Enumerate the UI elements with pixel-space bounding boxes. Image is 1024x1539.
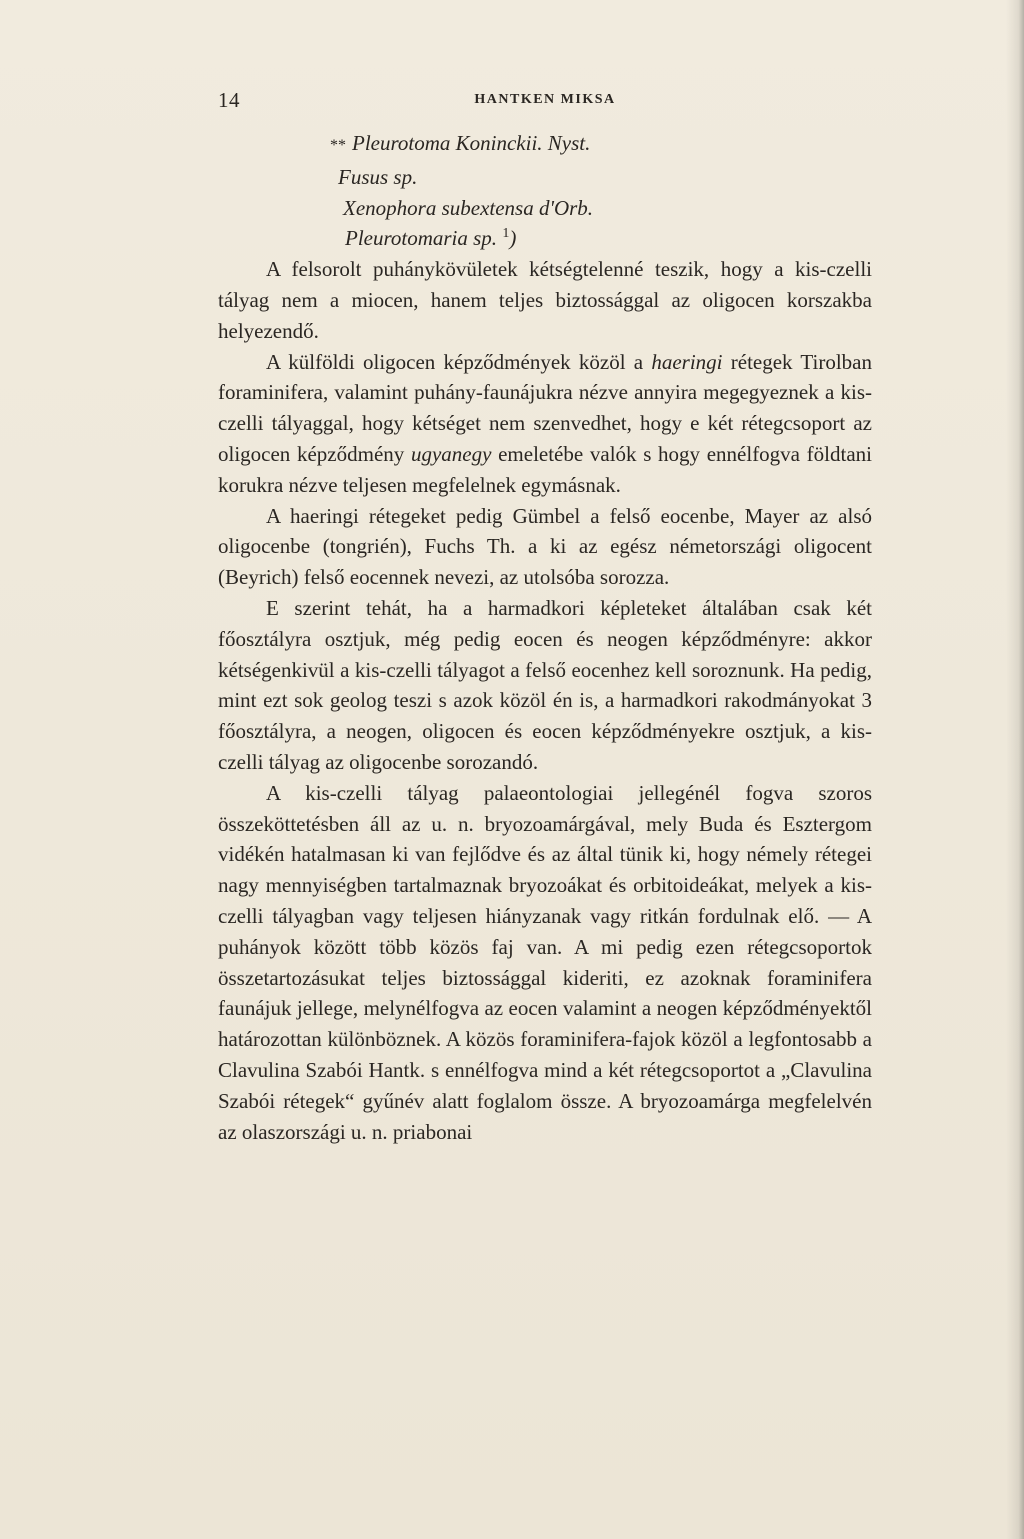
species-line [218,162,872,193]
paragraph-text: emeletébe valók s hogy ennélfogva földtani korukra nézve teljesen megfelelnek egymásnak. [218,441,872,497]
species-line [218,128,872,162]
paragraph: A kis-czelli tályag palaeontologiai jellegénél fogva szoros összeköttetésben áll az u. n. bryozoamárgával, mely Buda és Esztergom vidékén hatalmasan ki van fejlődve és az által tünik ki, hogy némely rétegei nagy mennyiségben tartalmaznak bryozoákat és orbitoideákat, melyek a kis-czelli tályagban vagy teljesen hiányzanak vagy ritkán fordulnak elő. — A puhányok között több közös faj van. A mi pedig ezen rétegcsoportok összetartozásukat teljes biztossággal kideriti, ez azoknak foraminifera faunájuk jellege, melynélfogva az eocen valamint a neogen képződményektől határozottan különböznek. A közös foraminifera-fajok közöl a legfontosabb a Clavulina Szabói Hantk. s ennélfogva mind a két rétegcsoportot a „Clavulina Szabói rétegek“ gyűnév alatt foglalom össze. A bryozoamárga megfelelvén az olaszországi u. n. priabonai [218,780,872,1144]
paragraph [218,347,872,501]
paragraph-emphasis: ugyanegy [410,441,492,466]
running-head: HANTKEN MIKSA [474,92,616,107]
paragraph: A felsorolt puhánykövületek kétségtelenné teszik, hogy a kis-czelli tályag nem a miocen, hanem teljes biztossággal az oligocen korszakba helyezendő. [218,257,872,343]
species-name: Xenophora subextensa d'Orb. [343,195,594,220]
paragraph: A haeringi rétegeket pedig Gümbel a felső eocenbe, Mayer az alsó oligocenbe (tongrién), Fuchs Th. a ki az egész németországi oligocent (Beyrich) felső eocennek nevezi, az utolsóba sorozza. [218,503,872,590]
page-edge-shadow [1006,0,1024,1539]
species-marker: ** [330,137,346,154]
footnote-marker: 1 [502,226,510,242]
species-line [218,193,872,224]
page-number: 14 [218,88,240,112]
paragraph-text: rétegek Tirolban foraminifera, valamint puhány-faunájukra nézve annyira megegyeznek a kis-czelli tályaggal, hogy kétséget nem szenvedhet, hogy e két rétegcsoport az oligocen képződmény [218,349,872,466]
page-body [218,128,872,1147]
species-line [218,223,872,254]
species-name: Pleurotomaria sp. [345,226,498,251]
species-name: Pleurotoma Koninckii. Nyst. [352,131,591,155]
paragraph: E szerint tehát, ha a harmadkori képleteket általában csak két főosztályra osztjuk, még pedig eocen és neogen képződményre: akkor kétségenkivül a kis-czelli tályagot a felső eocenhez kell soroznunk. Ha pedig, mint ezt sok geolog teszi s azok közöl én is, a harmadkori rakodmányokat 3 főosztályra, a neogen, oligocen és eocen képződményekre osztjuk, a kis-czelli tályag az oligocenbe sorozandó. [218,595,872,774]
paragraph-emphasis: haeringi [651,349,723,374]
footnote-paren: ) [509,226,517,251]
page-header [218,88,872,118]
species-name: Fusus sp. [338,164,418,189]
paragraph-text: A külföldi oligocen képződmények közöl a [266,349,652,374]
